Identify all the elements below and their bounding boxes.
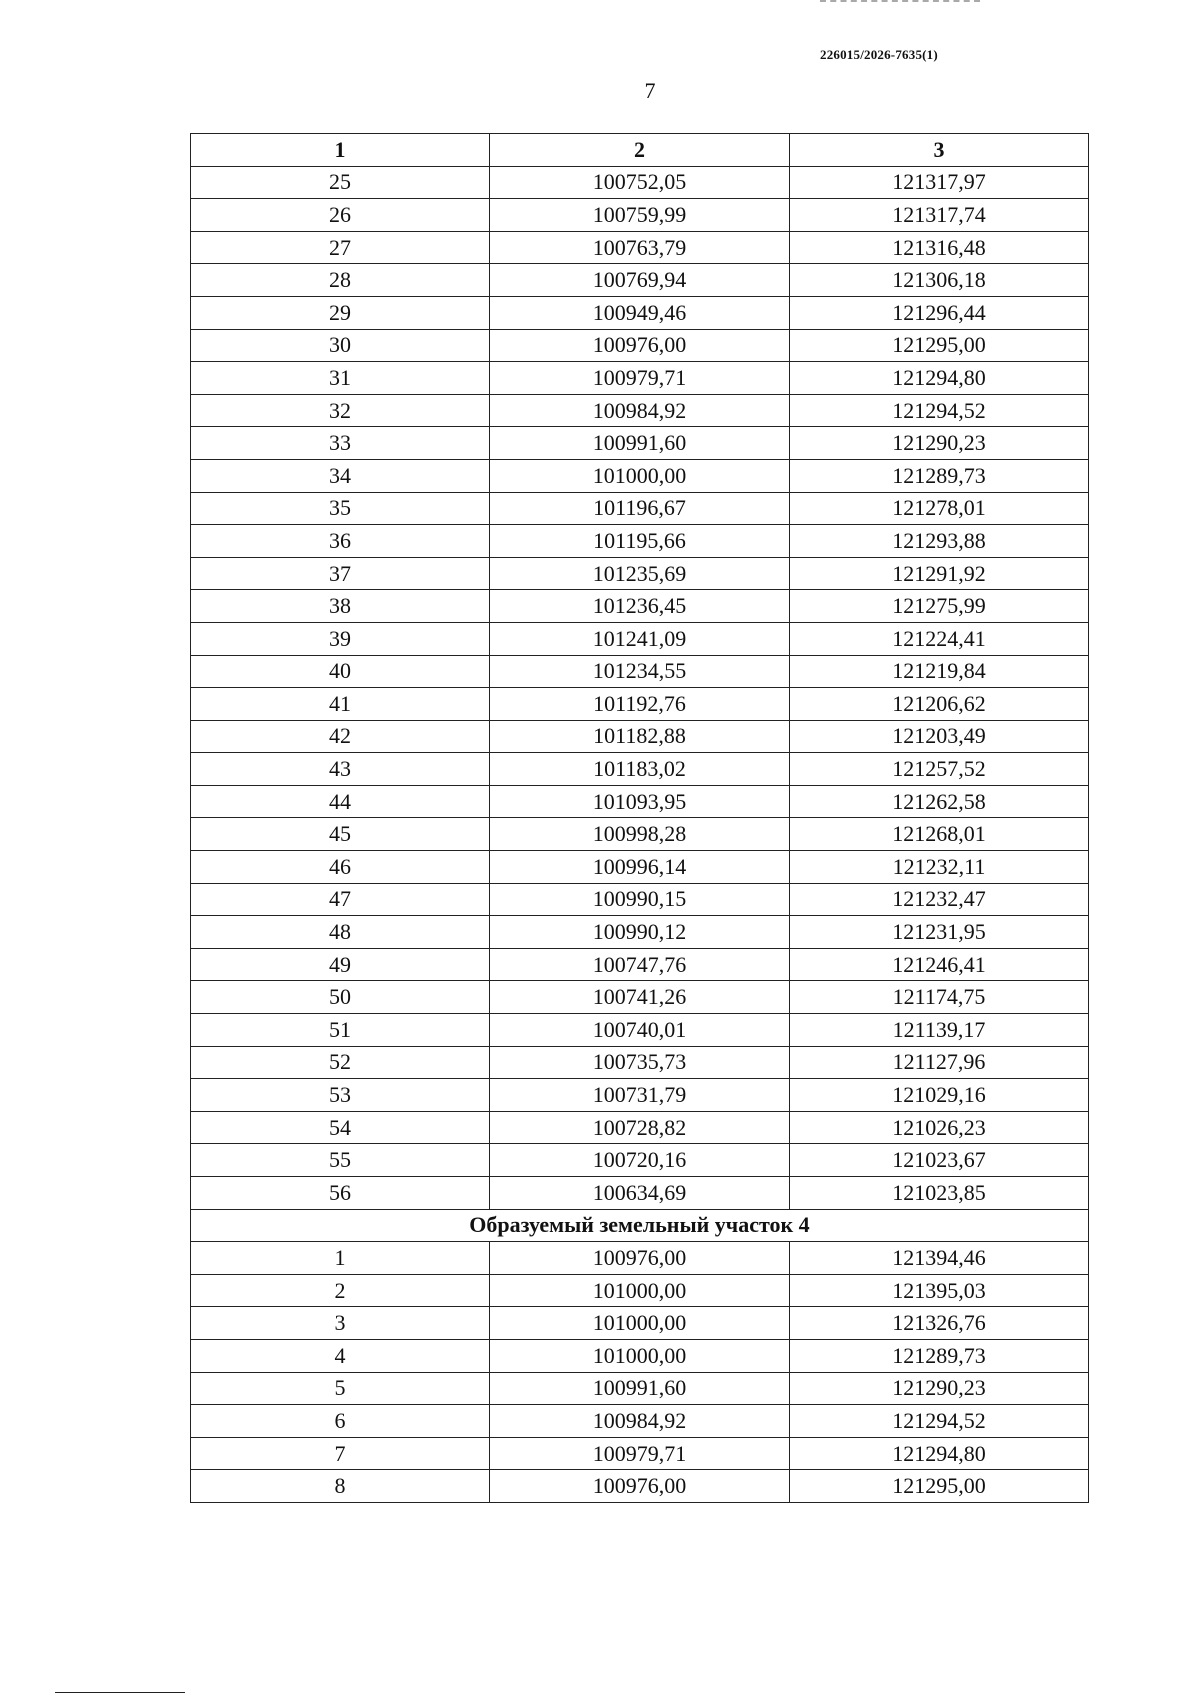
table-row — [191, 231, 1089, 264]
y-coordinate-cell: 121275,99 — [790, 590, 1089, 623]
y-coordinate-cell: 121317,74 — [790, 199, 1089, 232]
table-row — [191, 525, 1089, 558]
point-number-cell: 3 — [191, 1307, 490, 1340]
x-coordinate-cell: 101000,00 — [490, 459, 790, 492]
y-coordinate-cell: 121278,01 — [790, 492, 1089, 525]
point-number-cell: 4 — [191, 1339, 490, 1372]
y-coordinate-cell: 121289,73 — [790, 459, 1089, 492]
table-row — [191, 1144, 1089, 1177]
x-coordinate-cell: 100984,92 — [490, 1405, 790, 1438]
x-coordinate-cell: 100634,69 — [490, 1177, 790, 1210]
table-row — [191, 883, 1089, 916]
y-coordinate-cell: 121232,47 — [790, 883, 1089, 916]
y-coordinate-cell: 121139,17 — [790, 1014, 1089, 1047]
table-row — [191, 851, 1089, 884]
x-coordinate-cell: 100976,00 — [490, 329, 790, 362]
x-coordinate-cell: 100720,16 — [490, 1144, 790, 1177]
y-coordinate-cell: 121257,52 — [790, 753, 1089, 786]
y-coordinate-cell: 121306,18 — [790, 264, 1089, 297]
point-number-cell: 27 — [191, 231, 490, 264]
table-row — [191, 1405, 1089, 1438]
x-coordinate-cell: 101192,76 — [490, 688, 790, 721]
column-header-2: 2 — [490, 134, 790, 167]
x-coordinate-cell: 100740,01 — [490, 1014, 790, 1047]
y-coordinate-cell: 121174,75 — [790, 981, 1089, 1014]
table-body — [191, 166, 1089, 1209]
table-row — [191, 818, 1089, 851]
x-coordinate-cell: 100735,73 — [490, 1046, 790, 1079]
y-coordinate-cell: 121295,00 — [790, 329, 1089, 362]
x-coordinate-cell: 100979,71 — [490, 1437, 790, 1470]
section-table-body — [191, 1242, 1089, 1503]
y-coordinate-cell: 121294,80 — [790, 1437, 1089, 1470]
column-header-1: 1 — [191, 134, 490, 167]
x-coordinate-cell: 100769,94 — [490, 264, 790, 297]
table-row — [191, 362, 1089, 395]
point-number-cell: 55 — [191, 1144, 490, 1177]
x-coordinate-cell: 101182,88 — [490, 720, 790, 753]
x-coordinate-cell: 100747,76 — [490, 948, 790, 981]
x-coordinate-cell: 101000,00 — [490, 1339, 790, 1372]
x-coordinate-cell: 100996,14 — [490, 851, 790, 884]
y-coordinate-cell: 121232,11 — [790, 851, 1089, 884]
y-coordinate-cell: 121289,73 — [790, 1339, 1089, 1372]
x-coordinate-cell: 101236,45 — [490, 590, 790, 623]
point-number-cell: 32 — [191, 394, 490, 427]
x-coordinate-cell: 101093,95 — [490, 785, 790, 818]
point-number-cell: 6 — [191, 1405, 490, 1438]
x-coordinate-cell: 100979,71 — [490, 362, 790, 395]
y-coordinate-cell: 121224,41 — [790, 622, 1089, 655]
y-coordinate-cell: 121294,52 — [790, 394, 1089, 427]
x-coordinate-cell: 101234,55 — [490, 655, 790, 688]
table-row — [191, 264, 1089, 297]
point-number-cell: 33 — [191, 427, 490, 460]
point-number-cell: 8 — [191, 1470, 490, 1503]
point-number-cell: 29 — [191, 296, 490, 329]
x-coordinate-cell: 100991,60 — [490, 427, 790, 460]
table-row — [191, 1307, 1089, 1340]
point-number-cell: 25 — [191, 166, 490, 199]
table-row — [191, 1111, 1089, 1144]
point-number-cell: 28 — [191, 264, 490, 297]
point-number-cell: 47 — [191, 883, 490, 916]
y-coordinate-cell: 121026,23 — [790, 1111, 1089, 1144]
x-coordinate-cell: 100763,79 — [490, 231, 790, 264]
table-row — [191, 1437, 1089, 1470]
x-coordinate-cell: 100976,00 — [490, 1242, 790, 1275]
y-coordinate-cell: 121296,44 — [790, 296, 1089, 329]
point-number-cell: 52 — [191, 1046, 490, 1079]
table-row — [191, 1274, 1089, 1307]
x-coordinate-cell: 100976,00 — [490, 1470, 790, 1503]
point-number-cell: 37 — [191, 557, 490, 590]
table-row — [191, 753, 1089, 786]
y-coordinate-cell: 121268,01 — [790, 818, 1089, 851]
point-number-cell: 39 — [191, 622, 490, 655]
y-coordinate-cell: 121290,23 — [790, 1372, 1089, 1405]
y-coordinate-cell: 121023,67 — [790, 1144, 1089, 1177]
point-number-cell: 42 — [191, 720, 490, 753]
x-coordinate-cell: 100998,28 — [490, 818, 790, 851]
point-number-cell: 7 — [191, 1437, 490, 1470]
y-coordinate-cell: 121294,52 — [790, 1405, 1089, 1438]
table-row — [191, 785, 1089, 818]
table-row — [191, 296, 1089, 329]
table-row — [191, 1339, 1089, 1372]
y-coordinate-cell: 121317,97 — [790, 166, 1089, 199]
point-number-cell: 31 — [191, 362, 490, 395]
section-title-body — [191, 1209, 1089, 1242]
table-row — [191, 916, 1089, 949]
point-number-cell: 50 — [191, 981, 490, 1014]
table-row — [191, 427, 1089, 460]
x-coordinate-cell: 100741,26 — [490, 981, 790, 1014]
x-coordinate-cell: 100731,79 — [490, 1079, 790, 1112]
y-coordinate-cell: 121293,88 — [790, 525, 1089, 558]
table-row — [191, 688, 1089, 721]
point-number-cell: 46 — [191, 851, 490, 884]
document-number: 226015/2026-7635(1) — [820, 47, 938, 62]
y-coordinate-cell: 121394,46 — [790, 1242, 1089, 1275]
x-coordinate-cell: 100728,82 — [490, 1111, 790, 1144]
point-number-cell: 40 — [191, 655, 490, 688]
table-row — [191, 1079, 1089, 1112]
point-number-cell: 35 — [191, 492, 490, 525]
y-coordinate-cell: 121231,95 — [790, 916, 1089, 949]
table-row — [191, 166, 1089, 199]
page-number: 7 — [644, 78, 656, 103]
table-row — [191, 590, 1089, 623]
table-row — [191, 1014, 1089, 1047]
point-number-cell: 49 — [191, 948, 490, 981]
y-coordinate-cell: 121023,85 — [790, 1177, 1089, 1210]
table-row — [191, 655, 1089, 688]
table-row — [191, 492, 1089, 525]
top-edge-mark — [820, 0, 980, 6]
point-number-cell: 38 — [191, 590, 490, 623]
table-row — [191, 199, 1089, 232]
y-coordinate-cell: 121395,03 — [790, 1274, 1089, 1307]
point-number-cell: 1 — [191, 1242, 490, 1275]
point-number-cell: 48 — [191, 916, 490, 949]
y-coordinate-cell: 121294,80 — [790, 362, 1089, 395]
point-number-cell: 36 — [191, 525, 490, 558]
coordinates-table — [190, 133, 1089, 1503]
y-coordinate-cell: 121291,92 — [790, 557, 1089, 590]
table-row — [191, 720, 1089, 753]
point-number-cell: 30 — [191, 329, 490, 362]
point-number-cell: 56 — [191, 1177, 490, 1210]
point-number-cell: 41 — [191, 688, 490, 721]
x-coordinate-cell: 101235,69 — [490, 557, 790, 590]
y-coordinate-cell: 121029,16 — [790, 1079, 1089, 1112]
column-header-3: 3 — [790, 134, 1089, 167]
x-coordinate-cell: 101000,00 — [490, 1274, 790, 1307]
x-coordinate-cell: 100949,46 — [490, 296, 790, 329]
point-number-cell: 45 — [191, 818, 490, 851]
table-row — [191, 981, 1089, 1014]
header-row — [191, 134, 1089, 167]
x-coordinate-cell: 100759,99 — [490, 199, 790, 232]
table-row — [191, 948, 1089, 981]
x-coordinate-cell: 101196,67 — [490, 492, 790, 525]
x-coordinate-cell: 100984,92 — [490, 394, 790, 427]
table-row — [191, 394, 1089, 427]
footnote-separator — [55, 1692, 185, 1693]
table-row — [191, 1372, 1089, 1405]
table-row — [191, 1177, 1089, 1210]
y-coordinate-cell: 121127,96 — [790, 1046, 1089, 1079]
table-row — [191, 1470, 1089, 1503]
y-coordinate-cell: 121203,49 — [790, 720, 1089, 753]
x-coordinate-cell: 101195,66 — [490, 525, 790, 558]
y-coordinate-cell: 121206,62 — [790, 688, 1089, 721]
table-header — [191, 134, 1089, 167]
y-coordinate-cell: 121295,00 — [790, 1470, 1089, 1503]
table-row — [191, 1242, 1089, 1275]
point-number-cell: 54 — [191, 1111, 490, 1144]
point-number-cell: 5 — [191, 1372, 490, 1405]
point-number-cell: 34 — [191, 459, 490, 492]
x-coordinate-cell: 100990,15 — [490, 883, 790, 916]
table-row — [191, 329, 1089, 362]
x-coordinate-cell: 101241,09 — [490, 622, 790, 655]
y-coordinate-cell: 121219,84 — [790, 655, 1089, 688]
y-coordinate-cell: 121290,23 — [790, 427, 1089, 460]
point-number-cell: 51 — [191, 1014, 490, 1047]
x-coordinate-cell: 100991,60 — [490, 1372, 790, 1405]
point-number-cell: 43 — [191, 753, 490, 786]
y-coordinate-cell: 121262,58 — [790, 785, 1089, 818]
table-row — [191, 622, 1089, 655]
table-row — [191, 557, 1089, 590]
x-coordinate-cell: 101183,02 — [490, 753, 790, 786]
point-number-cell: 2 — [191, 1274, 490, 1307]
section-title: Образуемый земельный участок 4 — [191, 1209, 1089, 1242]
point-number-cell: 44 — [191, 785, 490, 818]
section-title-row — [191, 1209, 1089, 1242]
table-row — [191, 1046, 1089, 1079]
y-coordinate-cell: 121246,41 — [790, 948, 1089, 981]
table-row — [191, 459, 1089, 492]
x-coordinate-cell: 100990,12 — [490, 916, 790, 949]
y-coordinate-cell: 121316,48 — [790, 231, 1089, 264]
x-coordinate-cell: 101000,00 — [490, 1307, 790, 1340]
y-coordinate-cell: 121326,76 — [790, 1307, 1089, 1340]
x-coordinate-cell: 100752,05 — [490, 166, 790, 199]
point-number-cell: 53 — [191, 1079, 490, 1112]
point-number-cell: 26 — [191, 199, 490, 232]
